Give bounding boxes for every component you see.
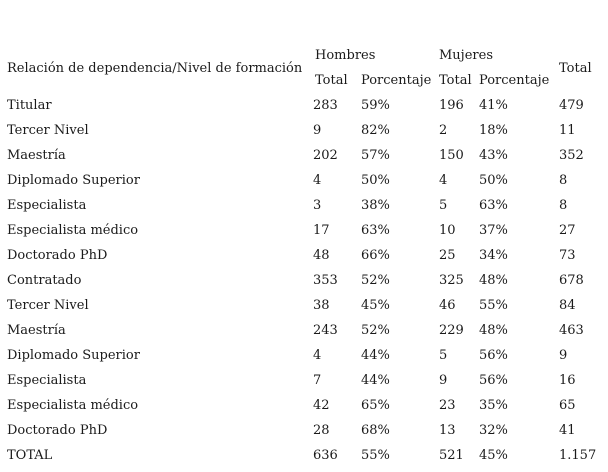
- row-label: Especialista médico: [7, 398, 139, 413]
- row-label: Doctorado PhD: [7, 248, 108, 263]
- hombres-total-cell: 28: [313, 423, 330, 438]
- table-row: [7, 443, 608, 468]
- hombres-pct-cell: 44%: [361, 373, 390, 388]
- mujeres-pct-cell: 55%: [479, 298, 508, 313]
- mujeres-total-cell: 2: [439, 123, 448, 138]
- hombres-total-cell: 4: [313, 348, 322, 363]
- table-row: [7, 393, 608, 418]
- hombres-pct-cell: 44%: [361, 348, 390, 363]
- hombres-total-cell: 202: [313, 148, 338, 163]
- table-row: [7, 268, 608, 293]
- mujeres-total-cell: 5: [439, 198, 448, 213]
- row-label: Maestría: [7, 323, 66, 338]
- total-cell: 41: [559, 423, 576, 438]
- total-cell: 8: [559, 198, 568, 213]
- table-row: [7, 318, 608, 343]
- hombres-total-cell: 4: [313, 173, 322, 188]
- total-cell: 73: [559, 248, 576, 263]
- total-cell: 27: [559, 223, 576, 238]
- mujeres-pct-cell: 56%: [479, 348, 508, 363]
- table-body: [7, 93, 608, 468]
- hombres-pct-cell: 63%: [361, 223, 390, 238]
- mujeres-total-cell: 9: [439, 373, 448, 388]
- total-cell: 1.157: [559, 448, 597, 463]
- total-cell: 463: [559, 323, 584, 338]
- mujeres-pct-cell: 45%: [479, 448, 508, 463]
- row-label: Titular: [7, 98, 52, 113]
- hombres-pct-cell: 50%: [361, 173, 390, 188]
- row-label: Contratado: [7, 273, 82, 288]
- total-cell: 16: [559, 373, 576, 388]
- row-label: Diplomado Superior: [7, 348, 140, 363]
- row-label: Tercer Nivel: [7, 123, 89, 138]
- hombres-total-cell: 243: [313, 323, 338, 338]
- hombres-total-cell: 636: [313, 448, 338, 463]
- mujeres-pct-cell: 35%: [479, 398, 508, 413]
- table-row: [7, 293, 608, 318]
- hombres-total-cell: 3: [313, 198, 322, 213]
- table-row: [7, 418, 608, 443]
- table-row: [7, 218, 608, 243]
- mujeres-total-cell: 229: [439, 323, 464, 338]
- subheader-hombres-total: Total: [315, 73, 348, 88]
- mujeres-pct-cell: 43%: [479, 148, 508, 163]
- total-cell: 352: [559, 148, 584, 163]
- row-label: Diplomado Superior: [7, 173, 140, 188]
- mujeres-total-cell: 23: [439, 398, 456, 413]
- mujeres-pct-cell: 37%: [479, 223, 508, 238]
- subheader-mujeres-pct: Porcentaje: [479, 73, 550, 88]
- mujeres-pct-cell: 48%: [479, 323, 508, 338]
- data-table: [7, 93, 608, 468]
- mujeres-pct-cell: 41%: [479, 98, 508, 113]
- mujeres-pct-cell: 34%: [479, 248, 508, 263]
- mujeres-total-cell: 521: [439, 448, 464, 463]
- hombres-total-cell: 283: [313, 98, 338, 113]
- total-column-header: Total: [559, 61, 592, 76]
- hombres-pct-cell: 55%: [361, 448, 390, 463]
- row-label: Especialista: [7, 373, 87, 388]
- mujeres-total-cell: 5: [439, 348, 448, 363]
- hombres-pct-cell: 82%: [361, 123, 390, 138]
- mujeres-total-cell: 10: [439, 223, 456, 238]
- hombres-pct-cell: 65%: [361, 398, 390, 413]
- table-row: [7, 243, 608, 268]
- hombres-total-cell: 38: [313, 298, 330, 313]
- mujeres-pct-cell: 48%: [479, 273, 508, 288]
- row-label: Especialista: [7, 198, 87, 213]
- hombres-pct-cell: 59%: [361, 98, 390, 113]
- table-row: [7, 118, 608, 143]
- hombres-pct-cell: 52%: [361, 323, 390, 338]
- row-header-label: Relación de dependencia/Nivel de formación: [7, 61, 303, 76]
- mujeres-total-cell: 150: [439, 148, 464, 163]
- hombres-total-cell: 42: [313, 398, 330, 413]
- hombres-pct-cell: 52%: [361, 273, 390, 288]
- row-label: TOTAL: [7, 448, 53, 463]
- total-cell: 65: [559, 398, 576, 413]
- mujeres-total-cell: 13: [439, 423, 456, 438]
- table-row: [7, 143, 608, 168]
- mujeres-total-cell: 25: [439, 248, 456, 263]
- row-label: Maestría: [7, 148, 66, 163]
- hombres-pct-cell: 57%: [361, 148, 390, 163]
- subheader-mujeres-total: Total: [439, 73, 472, 88]
- mujeres-pct-cell: 18%: [479, 123, 508, 138]
- subheader-hombres-pct: Porcentaje: [361, 73, 432, 88]
- group-header-mujeres: Mujeres: [439, 48, 493, 63]
- group-header-hombres: Hombres: [315, 48, 376, 63]
- mujeres-total-cell: 46: [439, 298, 456, 313]
- table-row: [7, 93, 608, 118]
- hombres-total-cell: 7: [313, 373, 322, 388]
- total-cell: 8: [559, 173, 568, 188]
- total-cell: 11: [559, 123, 576, 138]
- hombres-pct-cell: 38%: [361, 198, 390, 213]
- total-cell: 479: [559, 98, 584, 113]
- row-label: Especialista médico: [7, 223, 139, 238]
- mujeres-pct-cell: 63%: [479, 198, 508, 213]
- table-row: [7, 193, 608, 218]
- hombres-pct-cell: 45%: [361, 298, 390, 313]
- total-cell: 9: [559, 348, 568, 363]
- mujeres-pct-cell: 32%: [479, 423, 508, 438]
- row-label: Tercer Nivel: [7, 298, 89, 313]
- hombres-pct-cell: 66%: [361, 248, 390, 263]
- total-cell: 84: [559, 298, 576, 313]
- hombres-total-cell: 48: [313, 248, 330, 263]
- table-row: [7, 168, 608, 193]
- hombres-total-cell: 17: [313, 223, 330, 238]
- mujeres-pct-cell: 50%: [479, 173, 508, 188]
- table-row: [7, 368, 608, 393]
- total-cell: 678: [559, 273, 584, 288]
- mujeres-total-cell: 4: [439, 173, 448, 188]
- table-row: [7, 343, 608, 368]
- mujeres-total-cell: 196: [439, 98, 464, 113]
- hombres-total-cell: 9: [313, 123, 322, 138]
- mujeres-total-cell: 325: [439, 273, 464, 288]
- mujeres-pct-cell: 56%: [479, 373, 508, 388]
- row-label: Doctorado PhD: [7, 423, 108, 438]
- hombres-total-cell: 353: [313, 273, 338, 288]
- hombres-pct-cell: 68%: [361, 423, 390, 438]
